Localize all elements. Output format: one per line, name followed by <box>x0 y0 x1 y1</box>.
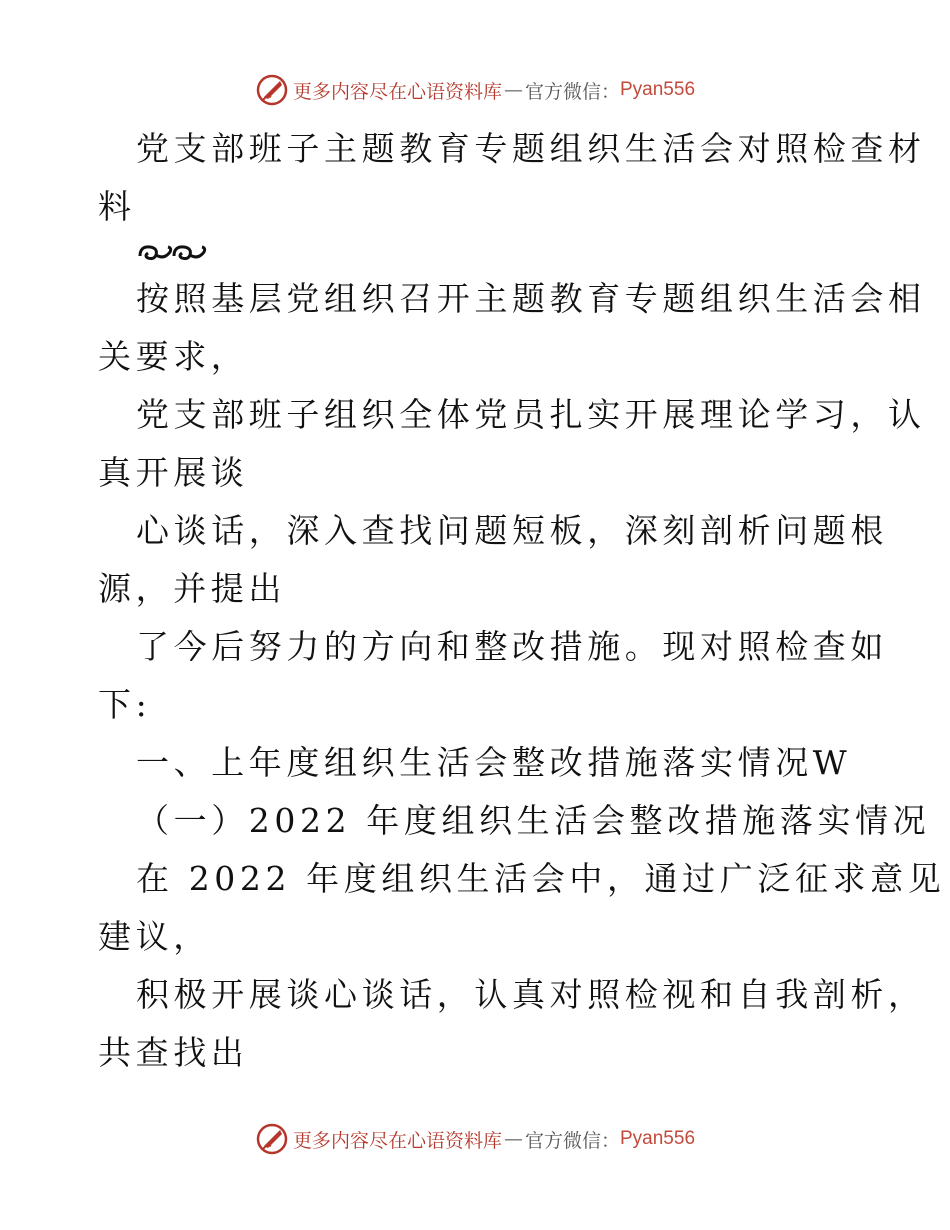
watermark-separator: — <box>503 1128 523 1150</box>
quill-logo-icon <box>255 1122 289 1156</box>
paragraph-line: 心谈话，深入查找问题短板，深刻剖析问题根 <box>136 511 888 550</box>
document-title-line: 党支部班子主题教育专题组织生活会对照检查材 <box>136 129 926 168</box>
quill-logo-icon <box>255 73 289 107</box>
paragraph-line: 按照基层党组织召开主题教育专题组织生活会相 <box>136 279 926 318</box>
section-heading: 一、上年度组织生活会整改措施落实情况W <box>136 743 852 782</box>
watermark-wechat-id: Pyan556 <box>620 1128 696 1149</box>
paragraph-line: 了今后努力的方向和整改措施。现对照检查如 <box>136 627 888 666</box>
paragraph-line: 真开展谈 <box>98 453 249 492</box>
paragraph-line: 积极开展谈心谈话，认真对照检视和自我剖析， <box>136 975 926 1014</box>
paragraph-line: 源，并提出 <box>98 569 286 608</box>
paragraph-line: 下: <box>98 685 152 724</box>
watermark-wechat-id: Pyan556 <box>620 79 696 100</box>
watermark-brand-text: 更多内容尽在心语资料库 <box>292 80 502 103</box>
watermark-banner-bottom <box>0 1122 950 1156</box>
watermark-brand-text: 更多内容尽在心语资料库 <box>292 1129 502 1152</box>
paragraph-line: 关要求， <box>98 337 249 376</box>
paragraph-line: 共查找出 <box>98 1033 249 1072</box>
watermark-wechat-label: 官方微信： <box>524 1129 620 1152</box>
watermark-separator: — <box>503 79 523 101</box>
watermark-banner-top <box>0 73 950 107</box>
subsection-heading: （一）2022 年度组织生活会整改措施落实情况 <box>136 801 931 840</box>
paragraph-line: 在 2022 年度组织生活会中，通过广泛征求意见 <box>136 859 946 898</box>
decorative-swirl-icon <box>136 240 212 266</box>
paragraph-line: 党支部班子组织全体党员扎实开展理论学习，认 <box>136 395 926 434</box>
watermark-wechat-label: 官方微信： <box>524 80 620 103</box>
document-title-line: 料 <box>98 187 136 226</box>
paragraph-line: 建议， <box>98 917 211 956</box>
document-body <box>98 120 946 1082</box>
